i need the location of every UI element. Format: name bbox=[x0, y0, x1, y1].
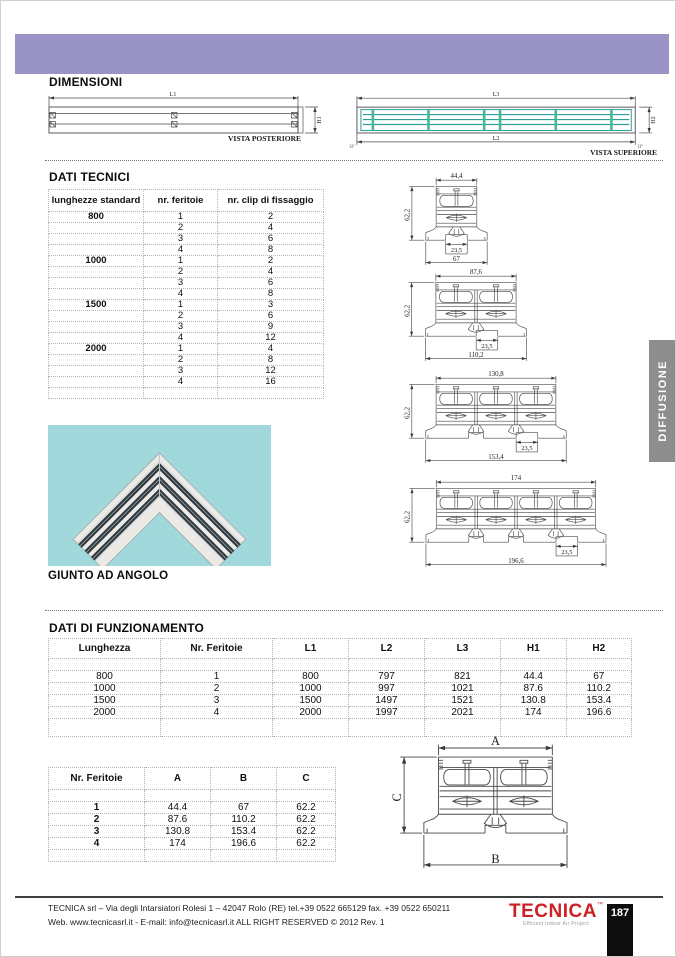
table-row bbox=[49, 850, 336, 862]
table-cell bbox=[211, 850, 277, 862]
table-cell: 1521 bbox=[425, 695, 501, 707]
table-cell: 2 bbox=[161, 683, 273, 695]
dimension-arrows bbox=[410, 179, 487, 265]
section-title-dati-tecnici: DATI TECNICI bbox=[49, 170, 130, 184]
table-cell: 153.4 bbox=[566, 695, 632, 707]
table-cell: 12 bbox=[218, 366, 324, 377]
table-cell: 2000 bbox=[49, 707, 161, 719]
trademark-symbol: ™ bbox=[596, 902, 603, 908]
table-cell: 196.6 bbox=[566, 707, 632, 719]
table-cell: 1 bbox=[144, 256, 218, 267]
dim-label-top-width: 174 bbox=[510, 474, 522, 482]
table-cell: 2 bbox=[218, 212, 324, 223]
dim-label-bottom-width: 196,6 bbox=[508, 558, 524, 566]
table-cell bbox=[349, 659, 425, 671]
page-number-badge: 187 bbox=[607, 904, 633, 957]
table-cell: 1 bbox=[144, 300, 218, 311]
dim-label-l2: L2 bbox=[492, 135, 500, 142]
table-row bbox=[49, 366, 324, 377]
table-header-row bbox=[49, 190, 324, 212]
table-cell: 800 bbox=[49, 212, 144, 223]
column-header: Lunghezza bbox=[49, 639, 161, 659]
table-cell bbox=[49, 245, 144, 256]
vista-superiore-drawing bbox=[349, 91, 676, 163]
dim-label-height: 62,2 bbox=[404, 208, 412, 221]
table-row bbox=[49, 278, 324, 289]
table-cell: 130.8 bbox=[145, 826, 211, 838]
dim-label-h2: H2 bbox=[651, 116, 658, 124]
table-cell: 2 bbox=[49, 814, 145, 826]
table-cell bbox=[161, 719, 273, 737]
table-row bbox=[49, 344, 324, 355]
tecnica-logo-text: TECNICA bbox=[509, 901, 597, 922]
dimension-arrows bbox=[410, 275, 526, 361]
side-tab-diffusione bbox=[649, 340, 676, 462]
caption-giunto-ad-angolo: GIUNTO AD ANGOLO bbox=[48, 570, 169, 582]
table-cell bbox=[49, 377, 144, 388]
dim-label-bottom-width: 153,4 bbox=[488, 454, 504, 462]
column-header: Nr. Feritoie bbox=[49, 768, 145, 790]
corner-joint-graphic bbox=[48, 425, 271, 566]
table-row bbox=[49, 826, 336, 838]
side-tab-label: DIFFUSIONE bbox=[656, 360, 669, 442]
table-cell: 4 bbox=[144, 245, 218, 256]
table-cell bbox=[566, 719, 632, 737]
table-cell: 1 bbox=[144, 212, 218, 223]
footer-rule bbox=[15, 896, 663, 898]
dim-label-h1: H1 bbox=[317, 116, 323, 124]
table-cell: 87.6 bbox=[501, 683, 567, 695]
table-cell: 4 bbox=[161, 707, 273, 719]
table-row bbox=[49, 234, 324, 245]
table-row bbox=[49, 790, 336, 802]
table-cell: 3 bbox=[218, 300, 324, 311]
table-cell: 6 bbox=[218, 278, 324, 289]
dimension-arrows bbox=[410, 481, 606, 567]
table-cell bbox=[349, 719, 425, 737]
table-cell: 44.4 bbox=[501, 671, 567, 683]
table-cell: 174 bbox=[501, 707, 567, 719]
dim-label-l1: L1 bbox=[169, 92, 177, 98]
table-row bbox=[49, 802, 336, 814]
table-cell bbox=[49, 322, 144, 333]
table-cell: 67 bbox=[566, 671, 632, 683]
table-cell: 4 bbox=[144, 333, 218, 344]
profile-outline bbox=[409, 274, 527, 361]
column-header: Nr. Feritoie bbox=[161, 639, 273, 659]
table-cell bbox=[49, 659, 161, 671]
dim-label-height: 62,2 bbox=[404, 406, 412, 419]
table-cell bbox=[277, 850, 336, 862]
table-row bbox=[49, 223, 324, 234]
dim-label-height: C bbox=[389, 793, 404, 802]
table-cell: 1021 bbox=[425, 683, 501, 695]
profile-drawing-2-feritoie bbox=[401, 267, 532, 365]
table-cell bbox=[277, 790, 336, 802]
table-row bbox=[49, 289, 324, 300]
table-cell bbox=[49, 719, 161, 737]
table-cell: 4 bbox=[218, 267, 324, 278]
table-cell: 110.2 bbox=[566, 683, 632, 695]
dim-label-slot: 23,5 bbox=[521, 445, 533, 453]
table-cell bbox=[273, 719, 349, 737]
table-cell: 1 bbox=[144, 344, 218, 355]
table-cell: 1 bbox=[161, 671, 273, 683]
dim-label-top-width: 87,6 bbox=[469, 268, 482, 276]
table-cell: 3 bbox=[144, 234, 218, 245]
table-header-row bbox=[49, 768, 336, 790]
column-header: A bbox=[145, 768, 211, 790]
table-cell bbox=[425, 719, 501, 737]
table-cell bbox=[211, 790, 277, 802]
column-header: H2 bbox=[566, 639, 632, 659]
table-cell: 3 bbox=[161, 695, 273, 707]
angle-label-left: 12° bbox=[349, 143, 355, 149]
table-cell: 3 bbox=[144, 366, 218, 377]
table-cell: 62.2 bbox=[277, 838, 336, 850]
table-row bbox=[49, 659, 632, 671]
dim-label-height: 62,2 bbox=[404, 510, 412, 523]
table-cell: 153.4 bbox=[211, 826, 277, 838]
table-cell bbox=[501, 659, 567, 671]
caption-vista-superiore: VISTA SUPERIORE bbox=[590, 147, 658, 157]
table-cell: 130.8 bbox=[501, 695, 567, 707]
table-cell: 2 bbox=[218, 256, 324, 267]
table-cell: 800 bbox=[49, 671, 161, 683]
dim-label-bottom-width: 67 bbox=[453, 256, 460, 264]
dimension-arrows bbox=[402, 746, 567, 867]
table-cell: 62.2 bbox=[277, 814, 336, 826]
dim-label-top-width: A bbox=[490, 733, 500, 748]
table-cell: 4 bbox=[49, 838, 145, 850]
table-cell bbox=[49, 333, 144, 344]
table-row bbox=[49, 814, 336, 826]
table-cell bbox=[145, 790, 211, 802]
profile-outline bbox=[400, 745, 567, 868]
table-cell: 3 bbox=[144, 322, 218, 333]
table-cell: 2 bbox=[144, 311, 218, 322]
profile-drawing-1-feritoia bbox=[401, 171, 493, 269]
table-cell: 174 bbox=[145, 838, 211, 850]
table-cell: 9 bbox=[218, 322, 324, 333]
table-row bbox=[49, 707, 632, 719]
table-cell: 67 bbox=[211, 802, 277, 814]
table-cell bbox=[49, 267, 144, 278]
column-header: L3 bbox=[425, 639, 501, 659]
table-row bbox=[49, 683, 632, 695]
table-cell: 2000 bbox=[273, 707, 349, 719]
table-row bbox=[49, 388, 324, 399]
vista-posteriore-drawing bbox=[45, 91, 347, 157]
table-cell bbox=[49, 311, 144, 322]
profile-drawing-4-feritoie bbox=[401, 473, 612, 571]
table-cell: 4 bbox=[218, 223, 324, 234]
table-cell: 2000 bbox=[49, 344, 144, 355]
table-cell bbox=[49, 790, 145, 802]
table-cell bbox=[49, 388, 144, 399]
dim-label-top-width: 130,8 bbox=[488, 370, 504, 378]
table-cell: 62.2 bbox=[277, 802, 336, 814]
table-cell: 1000 bbox=[273, 683, 349, 695]
table-cell: 4 bbox=[218, 344, 324, 355]
dim-label-slot: 23,5 bbox=[450, 247, 463, 255]
table-cell bbox=[144, 388, 218, 399]
header-color-bar bbox=[15, 34, 669, 74]
table-cell: 8 bbox=[218, 355, 324, 366]
table-row bbox=[49, 311, 324, 322]
column-header: nr. clip di fissaggio bbox=[218, 190, 324, 212]
table-cell: 797 bbox=[349, 671, 425, 683]
table-cell: 1500 bbox=[49, 300, 144, 311]
dim-label-slot: 23,5 bbox=[561, 549, 573, 557]
table-cell: 8 bbox=[218, 245, 324, 256]
table-cell bbox=[49, 289, 144, 300]
table-cell: 821 bbox=[425, 671, 501, 683]
table-cell bbox=[49, 223, 144, 234]
dim-label-bottom-width: 110,2 bbox=[468, 352, 484, 360]
dim-label-l3: L3 bbox=[492, 92, 500, 99]
table-cell: 800 bbox=[273, 671, 349, 683]
table-cell: 4 bbox=[144, 377, 218, 388]
column-header: nr. feritoie bbox=[144, 190, 218, 212]
table-cell bbox=[566, 659, 632, 671]
table-cell: 3 bbox=[144, 278, 218, 289]
table-cell: 87.6 bbox=[145, 814, 211, 826]
table-cell: 110.2 bbox=[211, 814, 277, 826]
table-cell: 1000 bbox=[49, 256, 144, 267]
section-separator bbox=[45, 160, 663, 161]
footer-web-email: Web. www.tecnicasrl.it - E-mail: info@tecnicasrl.it ALL RIGHT RESERVED © 2012 Rev. 1 bbox=[48, 917, 385, 927]
table-cell bbox=[501, 719, 567, 737]
table-cell bbox=[49, 850, 145, 862]
column-header: lunghezze standard bbox=[49, 190, 144, 212]
table-cell: 2 bbox=[144, 267, 218, 278]
table-cell: 8 bbox=[218, 289, 324, 300]
table-row bbox=[49, 212, 324, 223]
tecnica-logo-tagline: Efficient Indoor Air Project bbox=[523, 921, 589, 927]
table-cell bbox=[145, 850, 211, 862]
profile-outline bbox=[409, 178, 487, 265]
profile-outline bbox=[409, 376, 566, 463]
dim-label-height: 62,2 bbox=[404, 304, 412, 317]
dati-tecnici-table bbox=[48, 189, 324, 399]
table-cell: 6 bbox=[218, 311, 324, 322]
corner-joint-photo bbox=[48, 425, 271, 566]
column-header: L2 bbox=[349, 639, 425, 659]
table-cell bbox=[49, 278, 144, 289]
table-row bbox=[49, 322, 324, 333]
table-cell: 1497 bbox=[349, 695, 425, 707]
table-cell bbox=[49, 234, 144, 245]
table-cell: 997 bbox=[349, 683, 425, 695]
column-header: B bbox=[211, 768, 277, 790]
table-cell bbox=[425, 659, 501, 671]
table-row bbox=[49, 695, 632, 707]
table-row bbox=[49, 245, 324, 256]
dim-label-top-width: 44,4 bbox=[450, 172, 463, 180]
caption-vista-posteriore: VISTA POSTERIORE bbox=[227, 134, 301, 143]
table-cell: 2 bbox=[144, 223, 218, 234]
table-cell: 1997 bbox=[349, 707, 425, 719]
table-cell: 1500 bbox=[273, 695, 349, 707]
column-header: L1 bbox=[273, 639, 349, 659]
profile-outline bbox=[409, 480, 606, 567]
table-row bbox=[49, 355, 324, 366]
table-row bbox=[49, 377, 324, 388]
table-cell bbox=[161, 659, 273, 671]
dimension-arrows bbox=[410, 377, 566, 463]
table-row bbox=[49, 267, 324, 278]
table-cell: 62.2 bbox=[277, 826, 336, 838]
dim-label-slot: 23,5 bbox=[481, 343, 493, 351]
table-cell: 1 bbox=[49, 802, 145, 814]
table-cell: 2021 bbox=[425, 707, 501, 719]
abc-dimensions-table bbox=[48, 767, 336, 862]
table-cell: 6 bbox=[218, 234, 324, 245]
profile-drawing-3-feritoie bbox=[401, 369, 572, 467]
section-separator bbox=[45, 610, 663, 611]
footer-address: TECNICA srl – Via degli Intarsiatori Rolesi 1 – 42047 Rolo (RE) tel.+39 0522 665129 fax. +39 0522 650211 bbox=[48, 903, 451, 913]
table-cell bbox=[218, 388, 324, 399]
angle-label-right: 12° bbox=[637, 143, 644, 149]
table-cell: 196.6 bbox=[211, 838, 277, 850]
table-cell: 16 bbox=[218, 377, 324, 388]
table-row bbox=[49, 671, 632, 683]
abc-reference-drawing bbox=[389, 735, 575, 874]
dim-label-bottom-width: B bbox=[491, 851, 500, 866]
table-cell: 1500 bbox=[49, 695, 161, 707]
section-title-dati-funzionamento: DATI DI FUNZIONAMENTO bbox=[49, 621, 205, 635]
table-cell: 12 bbox=[218, 333, 324, 344]
column-header: H1 bbox=[501, 639, 567, 659]
table-cell: 2 bbox=[144, 355, 218, 366]
table-header-row bbox=[49, 639, 632, 659]
tecnica-logo bbox=[509, 902, 603, 927]
table-cell: 4 bbox=[144, 289, 218, 300]
section-title-dimensioni: DIMENSIONI bbox=[49, 75, 123, 89]
table-cell bbox=[49, 366, 144, 377]
table-row bbox=[49, 719, 632, 737]
table-cell bbox=[49, 355, 144, 366]
column-header: C bbox=[277, 768, 336, 790]
table-row bbox=[49, 333, 324, 344]
table-cell: 44.4 bbox=[145, 802, 211, 814]
dati-funzionamento-table bbox=[48, 638, 632, 737]
table-row bbox=[49, 256, 324, 267]
table-row bbox=[49, 300, 324, 311]
table-cell: 3 bbox=[49, 826, 145, 838]
table-cell: 1000 bbox=[49, 683, 161, 695]
table-row bbox=[49, 838, 336, 850]
table-cell bbox=[273, 659, 349, 671]
